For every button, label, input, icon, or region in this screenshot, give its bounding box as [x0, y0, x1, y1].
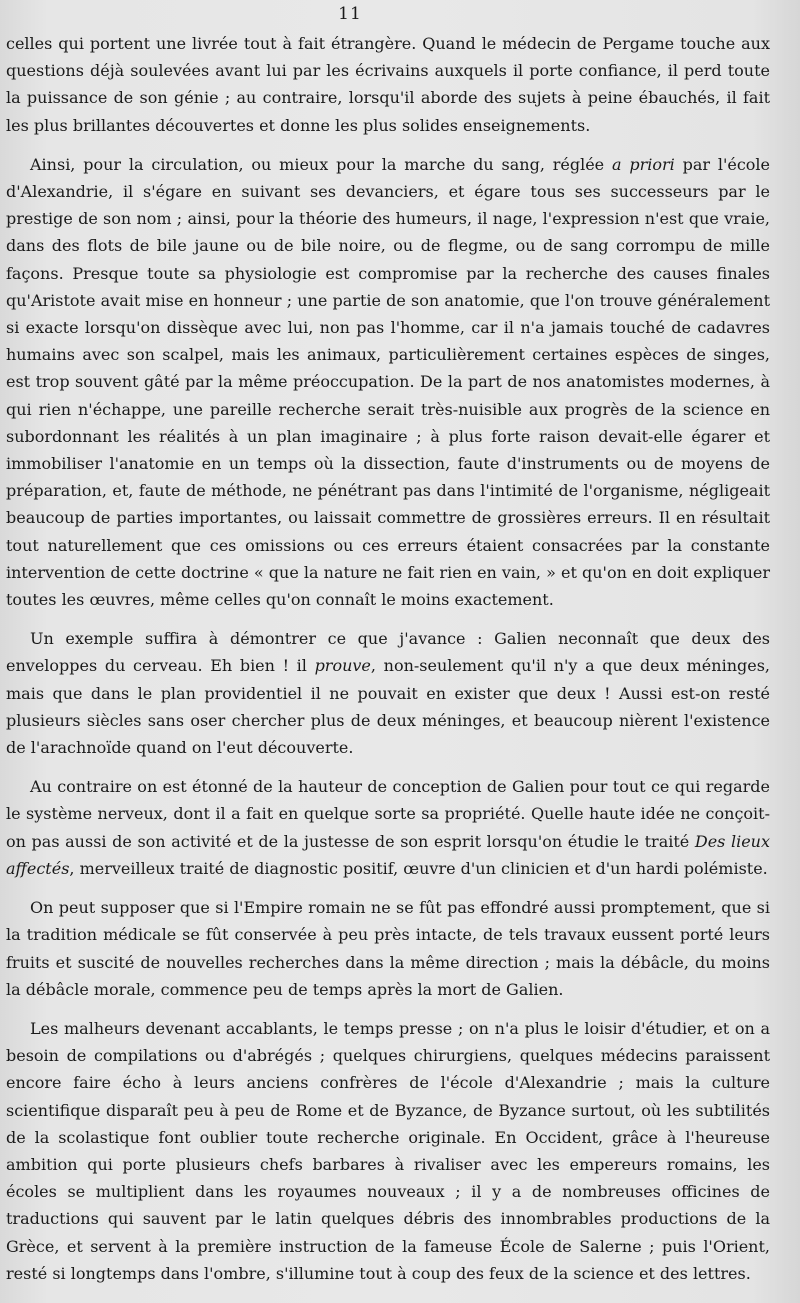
- paragraph-2-text-1: Ainsi, pour la circulation, ou mieux pour la marche du sang, réglée: [30, 154, 612, 174]
- paragraph-2-italic-a-priori: a priori: [611, 154, 675, 174]
- paragraph-1-text-1: celles qui portent une livrée tout à fait étrangère. Quand le médecin de Pergame touche aux questions déjà soulevées avant lui par les écrivains auxquels il porte confiance, il perd toute la puissance de son génie ; au contraire, lorsqu'il aborde des sujets à peine ébauchés, il fait les plus brillantes découvertes et donne les plus solides enseignements.: [6, 34, 770, 135]
- paragraph-3: [6, 625, 770, 761]
- text-body: [6, 30, 770, 1299]
- paragraph-6: [6, 1015, 770, 1287]
- paragraph-4-italic-title: Des lieux affectés: [6, 831, 771, 878]
- paragraph-3-text-1: Un exemple suffira à démontrer ce que j'avance : Galien neconnaît que deux des enveloppes du cerveau. Eh bien ! il: [6, 629, 770, 676]
- paragraph-2-text-2: par l'école d'Alexandrie, il s'égare en suivant ses devanciers, et égare tous ses successeurs par le prestige de son nom ; ainsi, pour la théorie des humeurs, il nage, l'expression n'est que vraie, dans des flots de bile jaune ou de bile noire, ou de flegme, ou de sang corrompu de mille façons. Presque toute sa physiologie est compromise par la recherche des causes finales qu'Aristote avait mise en honneur ; une partie de son anatomie, que l'on trouve généralement si exacte lorsqu'on dissèque avec lui, non pas l'homme, car il n'a jamais touché de cadavres humains avec son scalpel, mais les animaux, particulièrement certaines espèces de singes, est trop souvent gâté par la même préoccupation. De la part de nos anatomistes modernes, à qui rien n'échappe, une pareille recherche serait très-nuisible aux progrès de la science en subordonnant les réalités à un plan imaginaire ; à plus forte raison devait-elle égarer et immobiliser l'anatomie en un temps où la dissection, faute d'instruments ou de moyens de préparation, et, faute de méthode, ne pénétrant pas dans l'intimité de l'organisme, négligeait beaucoup de parties importantes, ou laissait commettre de grossières erreurs. Il en résultait tout naturellement que ces omissions ou ces erreurs étaient consacrées par la constante intervention de cette doctrine « que la nature ne fait rien en vain, » et qu'on en doit expliquer toutes les œuvres, même celles qu'on connaît le moins exactement.: [6, 154, 771, 610]
- paragraph-3-italic-prouve: prouve: [314, 656, 371, 676]
- paragraph-5: [6, 894, 770, 1003]
- page-number: 11: [338, 4, 362, 24]
- paragraph-4: [6, 773, 770, 882]
- paragraph-4-text-1: Au contraire on est étonné de la hauteur de conception de Galien pour tout ce qui regarde le système nerveux, dont il a fait en quelque sorte sa propriété. Quelle haute idée ne conçoit-on pas aussi de son activité et de la justesse de son esprit lorsqu'on étudie le traité: [6, 777, 770, 851]
- paragraph-5-text-1: On peut supposer que si l'Empire romain ne se fût pas effondré aussi promptement, que si la tradition médicale se fût conservée à peu près intacte, de tels travaux eussent porté leurs fruits et suscité de nouvelles recherches dans la même direction ; mais la débâcle, du moins la débâcle morale, commence peu de temps après la mort de Galien.: [6, 898, 770, 999]
- paragraph-2: [6, 151, 770, 613]
- paragraph-3-text-2: , non-seulement qu'il n'y a que deux méninges, mais que dans le plan providentiel il ne pouvait en exister que deux ! Aussi est-on resté plusieurs siècles sans oser chercher plus de deux méninges, et beaucoup nièrent l'existence de l'arachnoïde quand on l'eut découverte.: [6, 656, 771, 758]
- paragraph-6-text-1: Les malheurs devenant accablants, le temps presse ; on n'a plus le loisir d'étudier, et on a besoin de compilations ou d'abrégés ; quelques chirurgiens, quelques médecins paraissent encore faire écho à leurs anciens confrères de l'école d'Alexandrie ; mais la culture scientifique disparaît peu à peu de Rome et de Byzance, de Byzance surtout, où les subtilités de la scolastique font oublier toute recherche originale. En Occident, grâce à l'heureuse ambition qui porte plusieurs chefs barbares à rivaliser avec les empereurs romains, les écoles se multiplient dans les royaumes nouveaux ; il y a de nombreuses officines de traductions qui sauvent par le latin quelques débris des innombrables productions de la Grèce, et servent à la première instruction de la fameuse École de Salerne ; puis l'Orient, resté si longtemps dans l'ombre, s'illumine tout à coup des feux de la science et des lettres.: [6, 1018, 770, 1283]
- paragraph-4-text-2: , merveilleux traité de diagnostic positif, œuvre d'un clinicien et d'un hardi polémiste.: [69, 858, 768, 878]
- paragraph-1: [6, 30, 770, 139]
